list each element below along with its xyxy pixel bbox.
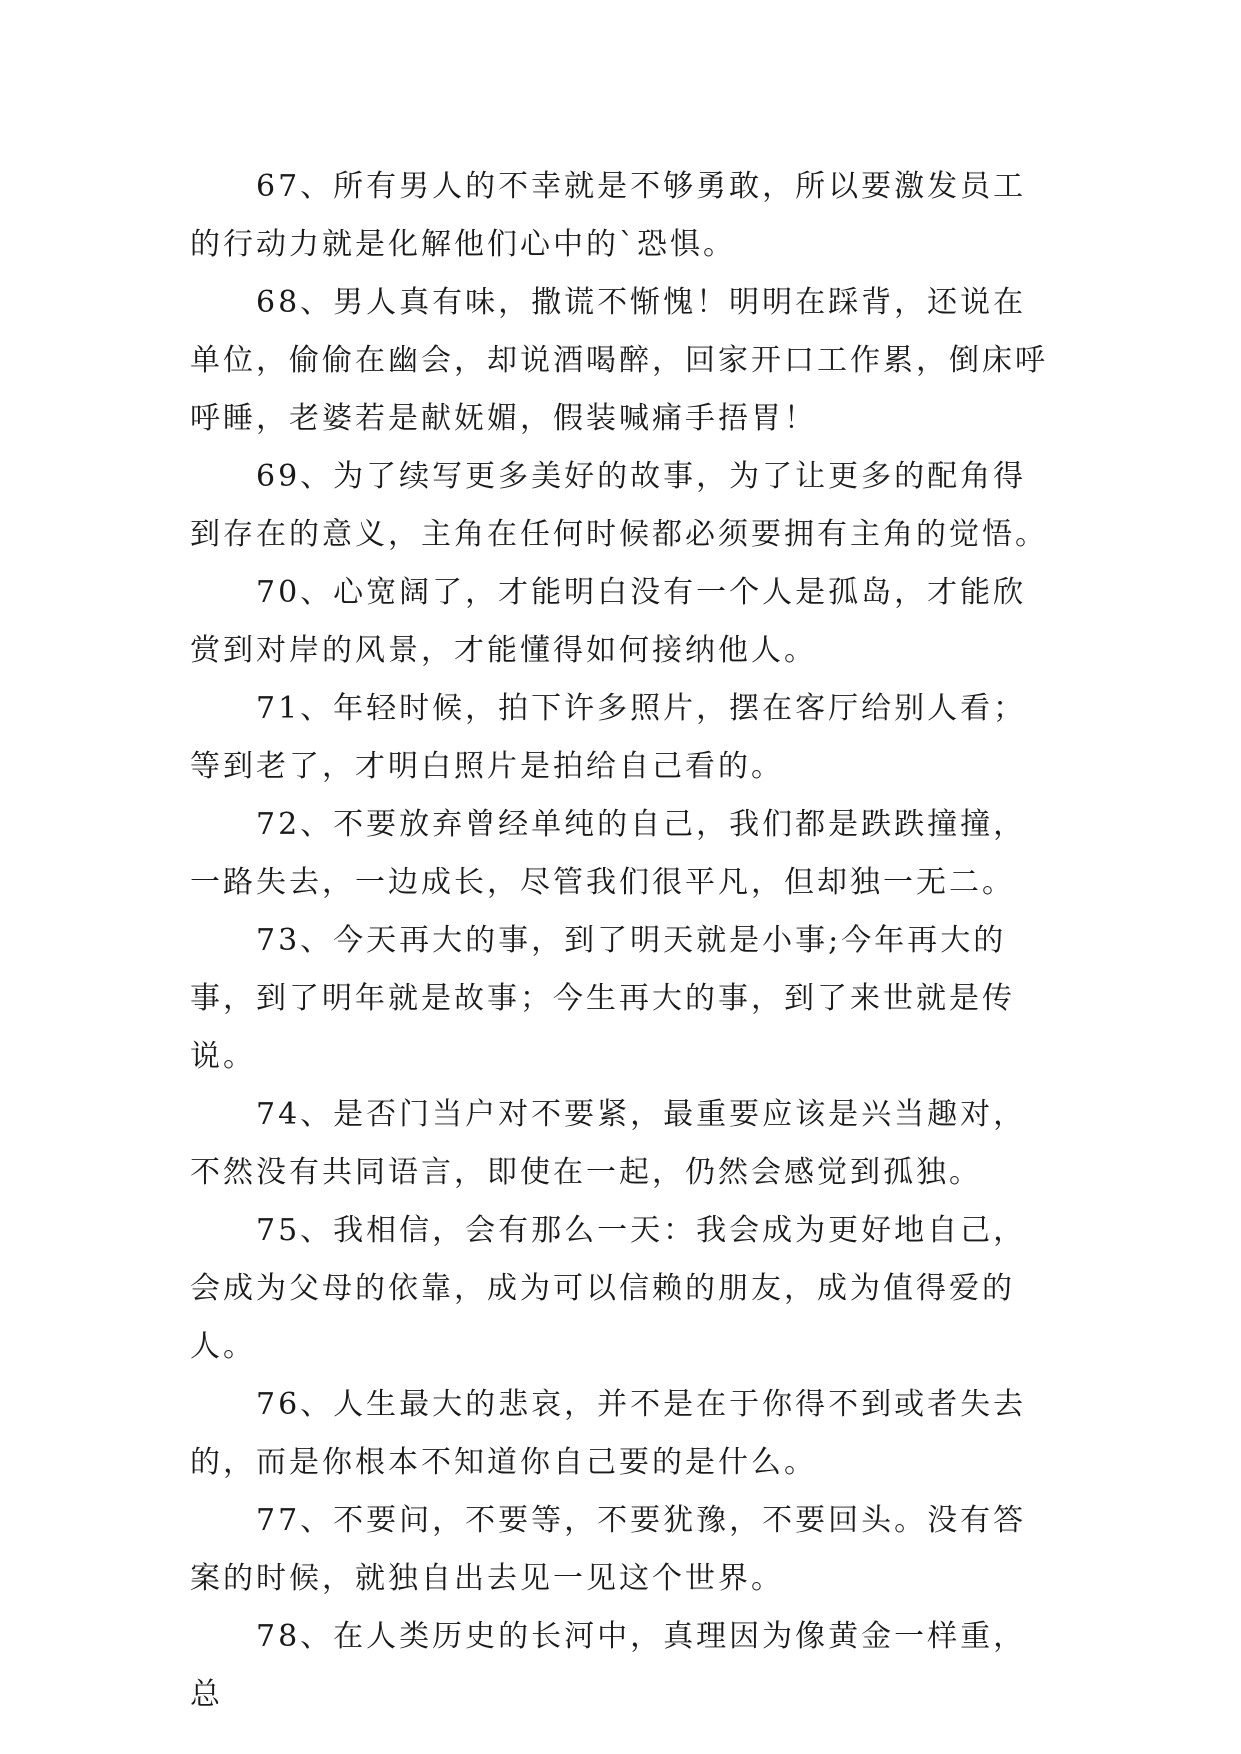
paragraph-73: 73、今天再大的事，到了明天就是小事;今年再大的事，到了明年就是故事；今生再大的事，到了来世就是传说。 [190, 923, 1015, 1074]
paragraph-70: 70、心宽阔了，才能明白没有一个人是孤岛，才能欣赏到对岸的风景，才能懂得如何接纳他人。 [190, 575, 1027, 668]
paragraph-75: 75、我相信，会有那么一天：我会成为更好地自己，会成为父母的依靠，成为可以信赖的朋友，成为值得爱的人。 [190, 1213, 1027, 1364]
paragraph-74: 74、是否门当户对不要紧，最重要应该是兴当趣对，不然没有共同语言，即使在一起，仍然会感觉到孤独。 [190, 1097, 1027, 1190]
paragraph-78: 78、在人类历史的长河中，真理因为像黄金一样重，总 [190, 1619, 1027, 1712]
paragraph-67: 67、所有男人的不幸就是不够勇敢，所以要激发员工的行动力就是化解他们心中的`恐惧。 [190, 169, 1027, 262]
paragraph-69: 69、为了续写更多美好的故事，为了让更多的配角得到存在的意义，主角在任何时候都必须要拥有主角的觉悟。 [190, 459, 1048, 552]
paragraph-77: 77、不要问，不要等，不要犹豫，不要回头。没有答案的时候，就独自出去见一见这个世界。 [190, 1503, 1027, 1596]
paragraph-72: 72、不要放弃曾经单纯的自己，我们都是跌跌撞撞，一路失去，一边成长，尽管我们很平凡，但却独一无二。 [190, 807, 1027, 900]
document-body [190, 158, 1050, 1724]
paragraph-71: 71、年轻时候，拍下许多照片，摆在客厅给别人看；等到老了，才明白照片是拍给自己看的。 [190, 691, 1027, 784]
paragraph-68: 68、男人真有味，撒谎不惭愧！明明在踩背，还说在单位，偷偷在幽会，却说酒喝醉，回家开口工作累，倒床呼呼睡，老婆若是献妩媚，假装喊痛手捂胃！ [190, 285, 1048, 436]
paragraph-76: 76、人生最大的悲哀，并不是在于你得不到或者失去的，而是你根本不知道你自己要的是什么。 [190, 1387, 1027, 1480]
